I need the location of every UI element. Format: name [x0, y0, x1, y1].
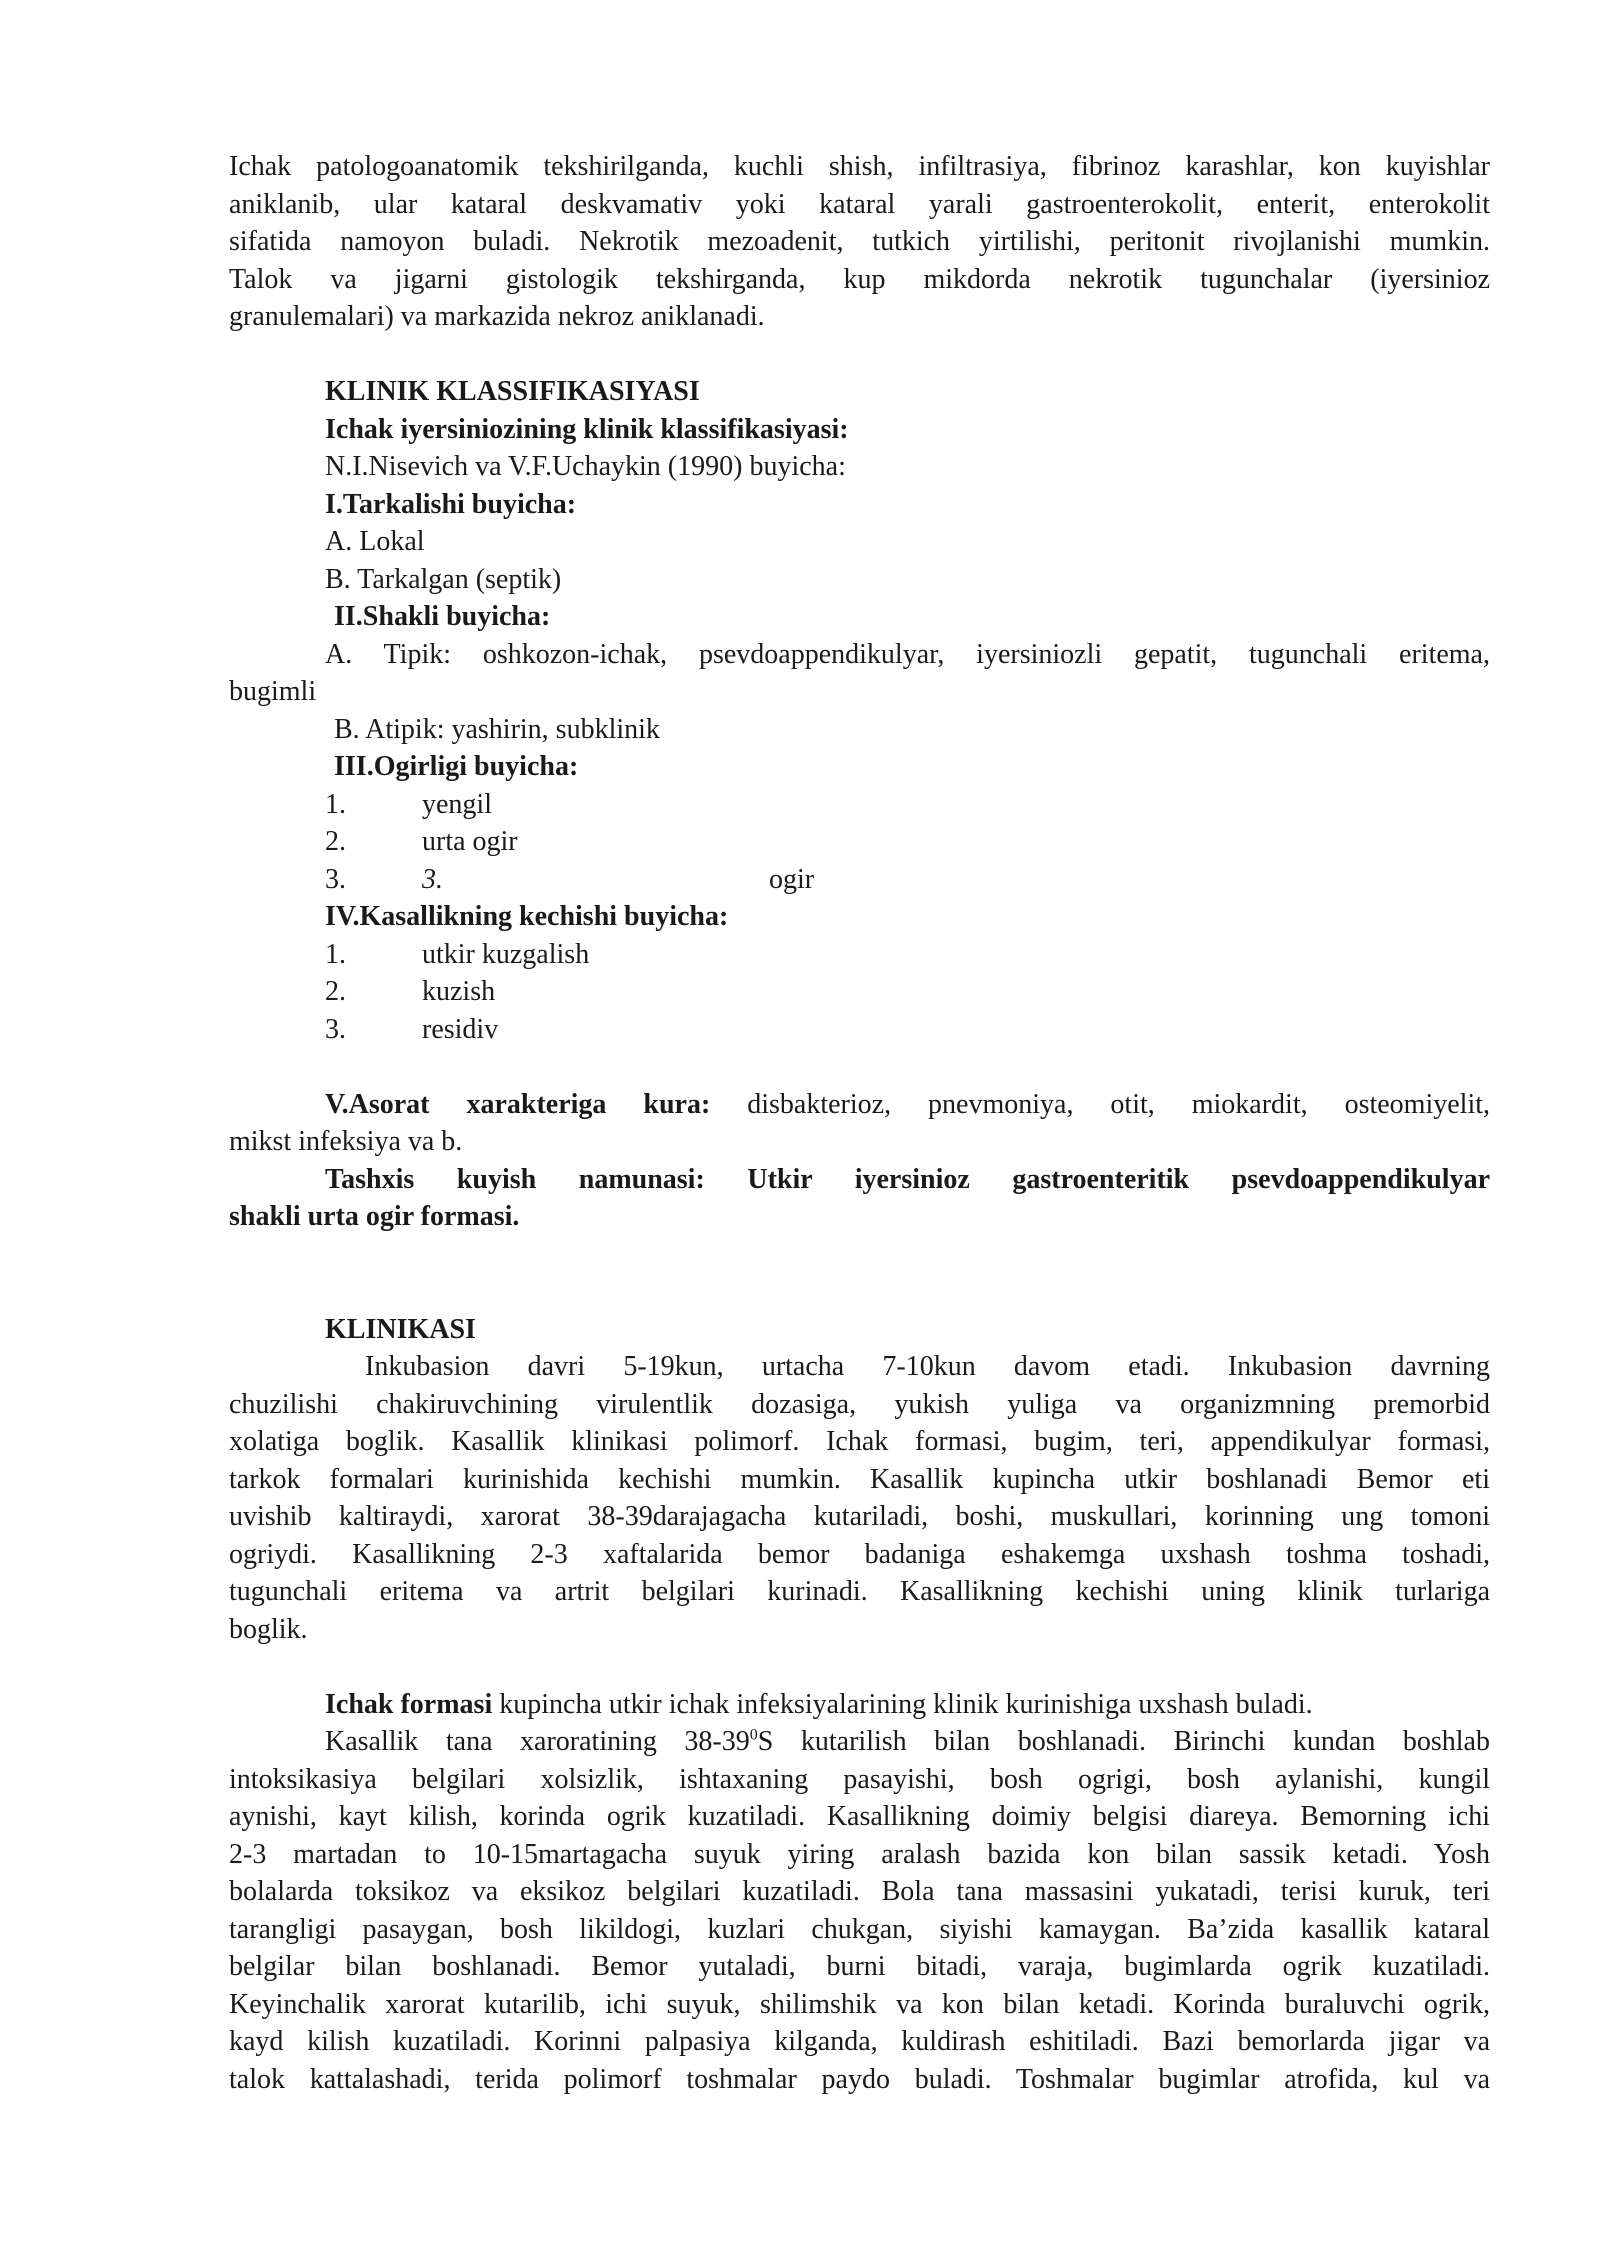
numbered-item	[229, 936, 1490, 974]
text-fragment: Kasallik tana xaroratining 38-39	[325, 1726, 750, 1757]
item-number: 3.	[325, 863, 346, 895]
text-line: boglik.	[229, 1613, 308, 1645]
section-heading: KLINIKASI	[325, 1313, 476, 1345]
text-line: sifatida namoyon buladi. Nekrotik mezoadenit, tutkich yirtilishi, peritonit rivojlanishi mumkin.	[229, 226, 1490, 257]
numbered-item	[229, 861, 1490, 899]
section5-title: V.Asorat xarakteriga kura:	[325, 1088, 711, 1120]
item-text: utkir kuzgalish	[422, 938, 590, 970]
list-item-continuation: bugimli	[229, 676, 317, 707]
text-line: 2-3 martadan to 10-15martagacha suyuk yiring aralash bazida kon bilan sassik ketadi. Yosh	[229, 1838, 1490, 1870]
numbered-item	[229, 1011, 1490, 1049]
text-line: tarkok formalari kurinishida kechishi mumkin. Kasallik kupincha utkir boshlanadi Bemor eti	[229, 1463, 1490, 1495]
temperature-line	[229, 1723, 1490, 1761]
text-line: Talok va jigarni gistologik tekshirganda, kup mikdorda nekrotik tugunchalar (iyersinioz	[229, 263, 1490, 295]
complications-text: disbakterioz, pnevmoniya, otit, miokardit, osteomiyelit,	[710, 1088, 1491, 1120]
text-line: uvishib kaltiraydi, xarorat 38-39darajagacha kutariladi, boshi, muskullari, korinning ung tomoni	[229, 1501, 1490, 1532]
item-text: yengil	[422, 788, 492, 820]
intestinal-form-section	[229, 1686, 1490, 2099]
item-number: 2.	[325, 826, 346, 857]
clinic-section	[229, 1311, 1490, 1649]
diagnosis-line	[229, 1161, 1490, 1199]
diagnosis-continuation: shakli urta ogir formasi.	[229, 1201, 520, 1232]
complications-continuation: mikst infeksiya va b.	[229, 1126, 463, 1157]
classification-section	[229, 373, 1490, 1236]
text-line: Keyinchalik xarorat kutarilib, ichi suyuk, shilimshik va kon bilan ketadi. Korinda buraluvchi ogrik,	[229, 1988, 1490, 2020]
list-item: B. Atipik: yashirin, subklinik	[334, 713, 660, 745]
text-line: belgilar bilan boshlanadi. Bemor yutaladi, burni bitadi, varaja, bugimlarda ogrik kuzatiladi.	[229, 1951, 1490, 1982]
text-line: talok kattalashadi, terida polimorf toshmalar paydo buladi. Toshmalar bugimlar atrofida, kul va	[229, 2063, 1490, 2095]
text-line: aniklanib, ular kataral deskvamativ yoki kataral yarali gastroenterokolit, enterit, enterokolit	[229, 188, 1490, 220]
complications-line	[229, 1086, 1490, 1124]
text-fragment: S kutarilish bilan boshlanadi. Birinchi kundan boshlab	[757, 1726, 1490, 1757]
list-item: B. Tarkalgan (septik)	[325, 563, 562, 595]
numbered-item	[229, 823, 1490, 861]
item-text: ogir	[769, 863, 815, 895]
text-line: chuzilishi chakiruvchining virulentlik dozasiga, yukish yuliga va organizmning premorbid	[229, 1388, 1490, 1420]
section2-title: II.Shakli buyicha:	[334, 601, 551, 632]
text-line: xolatiga boglik. Kasallik klinikasi polimorf. Ichak formasi, bugim, teri, appendikulyar formasi,	[229, 1426, 1490, 1457]
text-line: tarangligi pasaygan, bosh likildogi, kuzlari chukgan, siyishi kamaygan. Ba’zida kasallik kataral	[229, 1913, 1490, 1945]
list-item: A. Lokal	[325, 526, 425, 557]
text-line: intoksikasiya belgilari xolsizlik, ishtaxaning pasayishi, bosh ogrigi, bosh aylanishi, kungil	[229, 1763, 1490, 1795]
text-line: bolalarda toksikoz va eksikoz belgilari kuzatiladi. Bola tana massasini yukatadi, terisi kuruk, teri	[229, 1876, 1490, 1907]
section-heading: KLINIK KLASSIFIKASIYASI	[325, 376, 700, 407]
diagnosis-text: Utkir iyersinioz gastroenteritik psevdoappendikulyar	[704, 1163, 1490, 1195]
intestinal-form-label: Ichak formasi	[325, 1688, 493, 1720]
item-text: kuzish	[422, 976, 496, 1007]
item-text: residiv	[422, 1013, 499, 1045]
item-number: 1.	[325, 938, 346, 970]
intro-paragraph	[229, 148, 1490, 336]
item-number: 1.	[325, 788, 346, 820]
numbered-item	[229, 786, 1490, 824]
intestinal-first-line	[229, 1686, 1490, 1724]
text-line: granulemalari) va markazida nekroz aniklanadi.	[229, 301, 765, 332]
item-sublabel: 3.	[422, 863, 443, 895]
section4-title: IV.Kasallikning kechishi buyicha:	[325, 901, 729, 932]
document-page	[229, 148, 1490, 2098]
text-line: Inkubasion davri 5-19kun, urtacha 7-10kun davom etadi. Inkubasion davrning	[365, 1351, 1490, 1382]
text-line: Ichak patologoanatomik tekshirilganda, kuchli shish, infiltrasiya, fibrinoz karashlar, kon kuyishlar	[229, 151, 1490, 182]
section1-title: I.Tarkalishi buyicha:	[325, 488, 577, 520]
text-line: aynishi, kayt kilish, korinda ogrik kuzatiladi. Kasallikning doimiy belgisi diareya. Bemorning ichi	[229, 1801, 1490, 1832]
classification-source: N.I.Nisevich va V.F.Uchaykin (1990) buyicha:	[325, 451, 846, 482]
item-number: 2.	[325, 976, 346, 1007]
section3-title: III.Ogirligi buyicha:	[334, 751, 579, 782]
text-line: ogriydi. Kasallikning 2-3 xaftalarida bemor badaniga eshakemga uxshash toshma toshadi,	[229, 1538, 1490, 1570]
degree-superscript: 0	[749, 1726, 758, 1744]
diagnosis-label: Tashxis kuyish namunasi:	[325, 1163, 705, 1195]
intestinal-form-text: kupincha utkir ichak infeksiyalarining klinik kurinishiga uxshash buladi.	[492, 1688, 1313, 1720]
numbered-item	[229, 973, 1490, 1011]
section-subheading: Ichak iyersiniozining klinik klassifikasiyasi:	[325, 413, 849, 445]
item-number: 3.	[325, 1013, 346, 1045]
item-text: urta ogir	[422, 826, 518, 857]
text-line: tugunchali eritema va artrit belgilari kurinadi. Kasallikning kechishi uning klinik turlariga	[229, 1576, 1490, 1607]
text-line: kayd kilish kuzatiladi. Korinni palpasiya kilganda, kuldirash eshitiladi. Bazi bemorlarda jigar va	[229, 2026, 1490, 2057]
list-item: A. Tipik: oshkozon-ichak, psevdoappendikulyar, iyersiniozli gepatit, tugunchali eritema,	[325, 638, 1490, 670]
